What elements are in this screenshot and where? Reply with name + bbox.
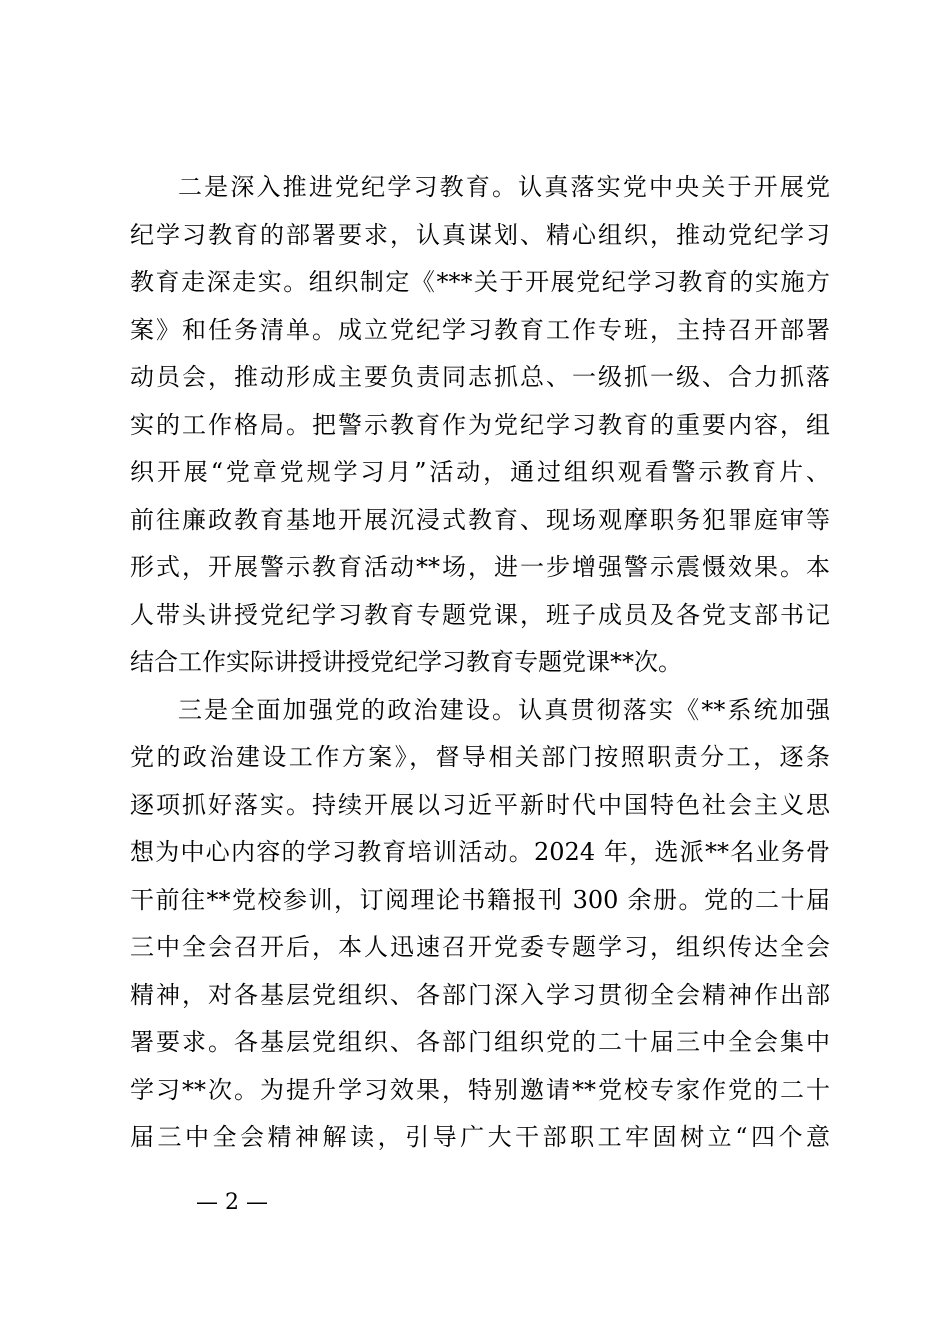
text-line: 二是深入推进党纪学习教育。认真落实党中央关于开展党	[178, 173, 830, 201]
text-line: 逐项抓好落实。持续开展以习近平新时代中国特色社会主义思	[130, 790, 830, 819]
text-line: 三是全面加强党的政治建设。认真贯彻落实《**系统加强	[178, 695, 830, 724]
text-line: 三中全会召开后，本人迅速召开党委专题学习，组织传达全会	[130, 933, 830, 961]
text-line: 案》和任务清单。成立党纪学习教育工作专班，主持召开部署	[130, 315, 830, 344]
text-line: 前往廉政教育基地开展沉浸式教育、现场观摩职务犯罪庭审等	[130, 505, 830, 534]
text-line: 人带头讲授党纪学习教育专题党课，班子成员及各党支部书记	[130, 600, 830, 629]
text-line: 动员会，推动形成主要负责同志抓总、一级抓一级、合力抓落	[130, 363, 830, 391]
text-line: 精神，对各基层党组织、各部门深入学习贯彻全会精神作出部	[130, 980, 830, 1009]
text-line: 党的政治建设工作方案》，督导相关部门按照职责分工，逐条	[130, 743, 830, 771]
paragraph-political-construction	[130, 687, 830, 1162]
text-line: 实的工作格局。把警示教育作为党纪学习教育的重要内容，组	[130, 410, 830, 439]
text-line: 届三中全会精神解读，引导广大干部职工牢固树立“四个意	[130, 1123, 830, 1151]
text-line: 结合工作实际讲授讲授党纪学习教育专题党课**次。	[130, 648, 682, 676]
text-line: 纪学习教育的部署要求，认真谋划、精心组织，推动党纪学习	[130, 220, 830, 249]
text-line: 想为中心内容的学习教育培训活动。2024 年，选派**名业务骨	[130, 838, 830, 866]
text-line: 学习**次。为提升学习效果，特别邀请**党校专家作党的二十	[130, 1075, 830, 1104]
page-number: — 2 —	[196, 1190, 268, 1215]
text-line: 教育走深走实。组织制定《***关于开展党纪学习教育的实施方	[130, 268, 830, 296]
document-body	[130, 164, 830, 1162]
text-line: 干前往**党校参训，订阅理论书籍报刊 300 余册。党的二十届	[130, 885, 830, 914]
text-line: 形式，开展警示教育活动**场，进一步增强警示震慑效果。本	[130, 553, 830, 581]
text-line: 织开展“党章党规学习月”活动，通过组织观看警示教育片、	[130, 458, 830, 486]
paragraph-party-discipline-education	[130, 164, 830, 687]
text-line: 署要求。各基层党组织、各部门组织党的二十届三中全会集中	[130, 1028, 830, 1056]
